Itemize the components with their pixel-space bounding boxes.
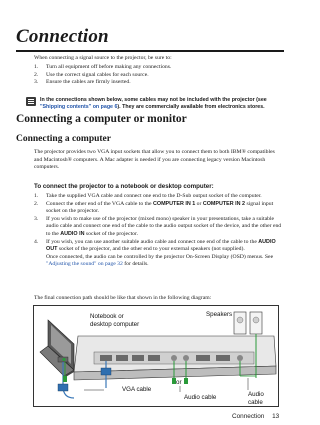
computer-ports xyxy=(58,357,68,362)
step-text: Connect the other end of the VGA cable to the xyxy=(46,200,153,207)
label-vga-cable: VGA cable xyxy=(122,386,152,393)
step-number: 3. xyxy=(34,215,39,222)
note xyxy=(40,97,286,110)
step-item xyxy=(34,193,284,201)
step-text: If you wish to make use of the projector (mixed mono) speaker in your presentations, take a suitable audio cable and connect one end of the cable to the audio output socket of the device, and the other end to the xyxy=(46,215,282,237)
step-text: or xyxy=(195,200,203,207)
item-text: Use the correct signal cables for each source. xyxy=(46,71,149,78)
step-item xyxy=(34,239,284,269)
label-audio-cable-2-line2: cable xyxy=(248,399,263,406)
adjusting-sound-link[interactable]: "Adjusting the sound" on page 32 xyxy=(46,261,123,268)
shipping-contents-link[interactable]: "Shipping contents" on page 6 xyxy=(40,103,118,110)
procedure-heading: To connect the projector to a notebook or desktop computer: xyxy=(34,183,214,190)
step-text: signal input socket on the projector. xyxy=(46,200,274,215)
step-list xyxy=(34,193,284,269)
step-number: 1. xyxy=(34,193,39,199)
title-rule xyxy=(16,50,284,52)
step-text: for details. xyxy=(122,261,149,268)
item-number: 3. xyxy=(34,79,39,86)
label-leaders xyxy=(84,378,248,392)
step-item xyxy=(34,216,284,239)
label-or: or xyxy=(176,379,182,386)
step-text: Take the supplied VGA cable and connect one end to the D-Sub output socket of the computer. xyxy=(46,193,262,199)
computer-in-1-label: COMPUTER IN 1 xyxy=(152,200,196,207)
audio-out-label: AUDIO OUT xyxy=(46,238,276,253)
step-number: 4. xyxy=(34,238,39,245)
label-desktop-computer: desktop computer xyxy=(90,321,140,328)
step-text: Once connected, the audio can be controlled by the projector On-Screen Display (OSD) menus. See xyxy=(46,253,274,260)
note-text: In the connections shown below, some cables may not be included with the projector (see xyxy=(40,97,267,103)
step-item xyxy=(34,201,284,216)
label-audio-cable-2-line1: Audio xyxy=(248,391,264,398)
speakers-icon xyxy=(234,312,262,334)
item-text: Turn all equipment off before making any connections. xyxy=(46,64,172,70)
note-icon xyxy=(26,97,36,106)
chapter-title: Connection xyxy=(16,26,109,47)
item-number: 1. xyxy=(34,64,39,70)
label-speakers: Speakers xyxy=(206,311,233,318)
connection-diagram-svg xyxy=(34,306,280,408)
sub-intro-text: The projector provides two VGA input sockets that allow you to connect them to both IBM® compatibles and Macintosh® computers. A Mac adapter is needed if you are connecting legacy version Macintosh computers. xyxy=(34,149,275,171)
final-paragraph: The final connection path should be like that shown in the following diagram: xyxy=(34,295,212,301)
label-notebook: Notebook or xyxy=(90,313,124,320)
label-audio-cable: Audio cable xyxy=(184,394,217,401)
step-text: If you wish, you can use another suitable audio cable and connect one end of the cable to the xyxy=(46,238,259,245)
section-heading: Connecting a computer or monitor xyxy=(16,113,187,125)
checklist xyxy=(34,64,284,87)
footer-section: Connection xyxy=(232,413,265,420)
step-number: 2. xyxy=(34,200,39,207)
page-footer xyxy=(232,413,279,420)
audio-in-label: AUDIO IN xyxy=(60,230,85,237)
sub-heading: Connecting a computer xyxy=(16,134,111,144)
page-number: 13 xyxy=(272,413,280,420)
connection-diagram xyxy=(33,305,279,407)
checklist-item xyxy=(34,79,284,87)
checklist-item xyxy=(34,64,284,72)
item-text: Ensure the cables are firmly inserted. xyxy=(46,79,131,86)
laptop-icon xyxy=(40,320,74,378)
note-text: ). They are commercially available from electronics stores. xyxy=(117,103,265,110)
step-text: socket of the projector. xyxy=(84,230,139,237)
computer-in-2-label: COMPUTER IN 2 xyxy=(202,200,246,207)
item-number: 2. xyxy=(34,71,39,78)
step-text: socket of the projector, and the other end to your external speakers (not supplied). xyxy=(57,246,245,253)
intro-text: When connecting a signal source to the projector, be sure to: xyxy=(34,55,172,61)
